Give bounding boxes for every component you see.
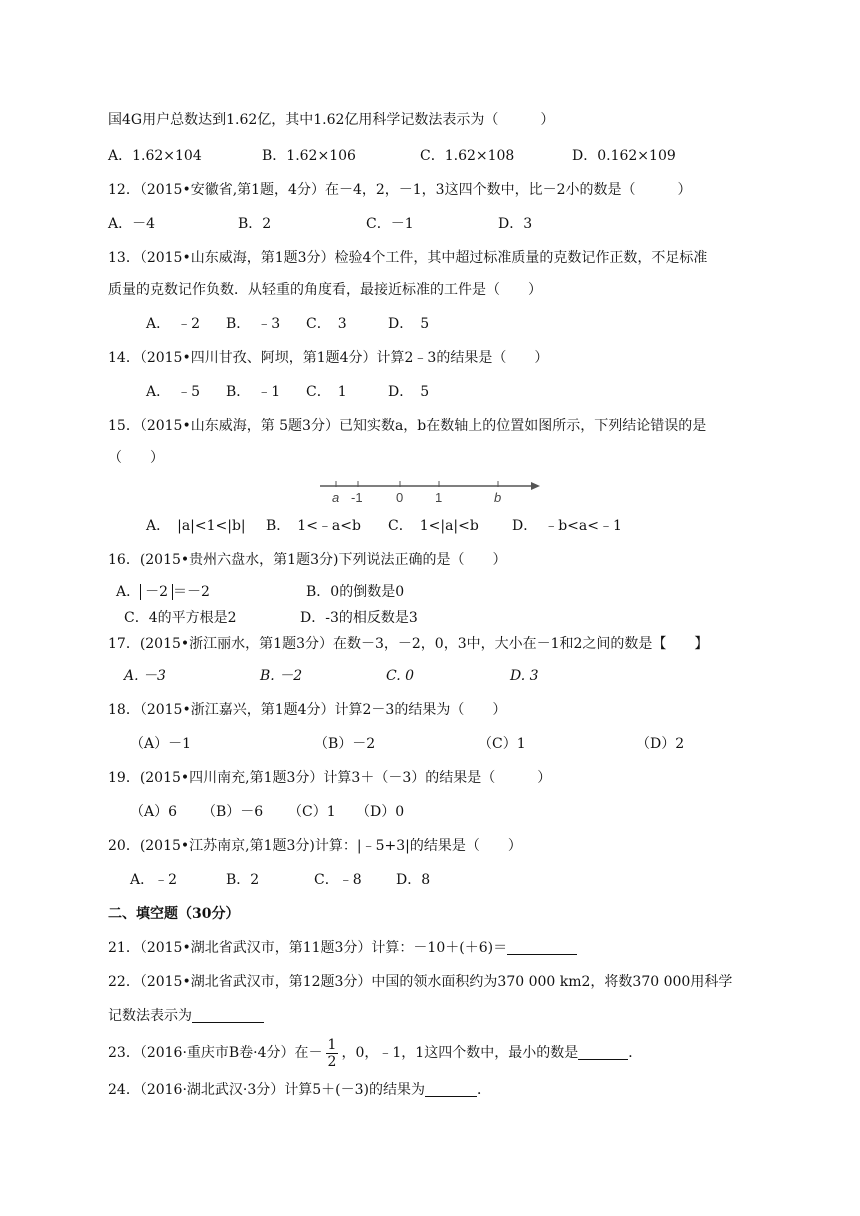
question-19-text: 19．(2015•四川南充,第1题3分）计算3＋（－3）的结果是（ ）: [108, 770, 552, 786]
q15-option-c: C． 1<|a|<b: [388, 518, 479, 534]
question-16-text: 16．(2015•贵州六盘水，第1题3分)下列说法正确的是（ ）: [108, 552, 507, 568]
question-11-text: 国4G用户总数达到1.62亿，其中1.62亿用科学记数法表示为（ ）: [108, 112, 555, 128]
q19-option-a: （A）6: [130, 804, 178, 820]
label-1: 1: [435, 490, 443, 504]
question-18-text: 18．（2015•浙江嘉兴，第1题4分）计算2－3的结果为（ ）: [108, 702, 507, 718]
number-line-arrow: [531, 482, 540, 490]
q18-option-d: （D）2: [636, 736, 685, 752]
number-line-figure: [318, 474, 548, 504]
q20-option-b: B．2: [226, 872, 260, 888]
q13-option-b: B． ﹣3: [226, 316, 281, 332]
q15-option-a: A． |a|<1<|b|: [146, 518, 246, 534]
q12-option-d: D．3: [498, 216, 533, 232]
question-14-text: 14．（2015•四川甘孜、阿坝，第1题4分）计算2﹣3的结果是（ ）: [108, 350, 549, 366]
q19-option-b: （B）－6: [202, 804, 264, 820]
question-20-text: 20．(2015•江苏南京,第1题3分)计算：|﹣5+3|的结果是（ ）: [108, 838, 522, 854]
q21-answer-blank: [507, 940, 577, 955]
q13-option-c: C． 3: [306, 316, 347, 332]
q16-option-a: [116, 582, 210, 602]
q16-option-b: B．0的倒数是0: [306, 584, 405, 600]
q15-option-b: B． 1<﹣a<b: [266, 518, 361, 534]
label-0: 0: [396, 490, 404, 504]
q24-end: ．: [477, 1082, 491, 1098]
question-13-text-line1: 13．（2015•山东威海，第1题3分）检验4个工件，其中超过标准质量的克数记作正数，不足标准: [108, 250, 708, 266]
fraction-denominator: 2: [327, 1053, 337, 1070]
q23-suffix: ，0，﹣1，1这四个数中，最小的数是: [341, 1045, 579, 1061]
q11-option-c: C．1.62×108: [420, 148, 515, 164]
q16-option-d: D．-3的相反数是3: [300, 610, 418, 626]
q14-option-c: C． 1: [306, 384, 347, 400]
q13-option-d: D． 5: [388, 316, 430, 332]
q18-option-a: （A）－1: [130, 736, 192, 752]
question-13-text-line2: 质量的克数记作负数．从轻重的角度看，最接近标准的工件是（ ）: [108, 282, 542, 298]
q13-option-a: A． ﹣2: [146, 316, 201, 332]
q11-option-b: B．1.62×106: [262, 148, 356, 164]
fraction-one-half: [326, 1037, 339, 1070]
label-b: b: [494, 490, 502, 504]
question-17-text: 17．(2015•浙江丽水，第1题3分）在数－3，－2，0，3中，大小在－1和2之间的数是【 】: [108, 636, 709, 652]
q16-a-prefix: A．: [116, 584, 141, 600]
question-15-text-line2: （ ）: [108, 450, 164, 466]
label-a: a: [332, 490, 340, 504]
question-12-text: 12．（2015•安徽省,第1题，4分）在－4，2，－1，3这四个数中，比－2小的数是（ ）: [108, 182, 692, 198]
question-23-text: [108, 1032, 642, 1074]
q23-answer-blank: [578, 1045, 628, 1060]
q23-prefix: 23．（2016·重庆市B卷·4分）在－: [108, 1045, 323, 1061]
q12-option-a: A．－4: [108, 216, 156, 232]
q15-option-d: D． ﹣b<a<﹣1: [512, 518, 622, 534]
question-21-text: [108, 938, 577, 958]
q20-option-c: C．﹣8: [314, 872, 362, 888]
q24-body: 24．（2016·湖北武汉·3分）计算5＋(－3)的结果为: [108, 1082, 425, 1098]
question-22-text-line1: 22．（2015•湖北省武汉市，第12题3分）中国的领水面积约为370 000 km2，将数370 000用科学: [108, 974, 733, 990]
fraction-numerator: 1: [327, 1036, 337, 1053]
q18-option-b: （B）－2: [314, 736, 376, 752]
q23-end: ．: [628, 1045, 643, 1061]
q11-option-a: A．1.62×104: [108, 148, 202, 164]
q16-a-absolute-value: －2: [140, 584, 173, 600]
q17-option-a: A. －3: [124, 668, 166, 684]
q18-option-c: （C）1: [478, 736, 526, 752]
q22-body: 记数法表示为: [108, 1008, 192, 1024]
question-22-text-line2: [108, 1006, 264, 1026]
q16-option-c: C．4的平方根是2: [124, 610, 237, 626]
q12-option-c: C．－1: [366, 216, 414, 232]
q21-body: 21．（2015•湖北省武汉市，第11题3分）计算：－10＋(＋6)＝: [108, 940, 508, 956]
q24-answer-blank: [425, 1082, 477, 1097]
q14-option-b: B． ﹣1: [226, 384, 281, 400]
q20-option-a: A．﹣2: [130, 872, 178, 888]
q11-option-d: D．0.162×109: [572, 148, 676, 164]
q14-option-d: D． 5: [388, 384, 430, 400]
q22-answer-blank: [192, 1008, 264, 1023]
q14-option-a: A． ﹣5: [146, 384, 201, 400]
q19-option-d: （D）0: [356, 804, 405, 820]
question-15-text-line1: 15．（2015•山东威海，第 5题3分）已知实数a，b在数轴上的位置如图所示，下列结论错误的是: [108, 418, 707, 434]
q17-option-b: B. －2: [260, 668, 303, 684]
q17-option-d: D. 3: [510, 668, 539, 684]
label-neg1: -1: [351, 490, 363, 504]
q20-option-d: D．8: [396, 872, 431, 888]
q19-option-c: （C）1: [288, 804, 336, 820]
question-24-text: [108, 1080, 491, 1100]
q17-option-c: C. 0: [386, 668, 415, 684]
section-heading-fill-in: 二、填空题（30分）: [108, 906, 240, 922]
q16-a-suffix: ＝－2: [173, 584, 210, 600]
q12-option-b: B．2: [238, 216, 272, 232]
